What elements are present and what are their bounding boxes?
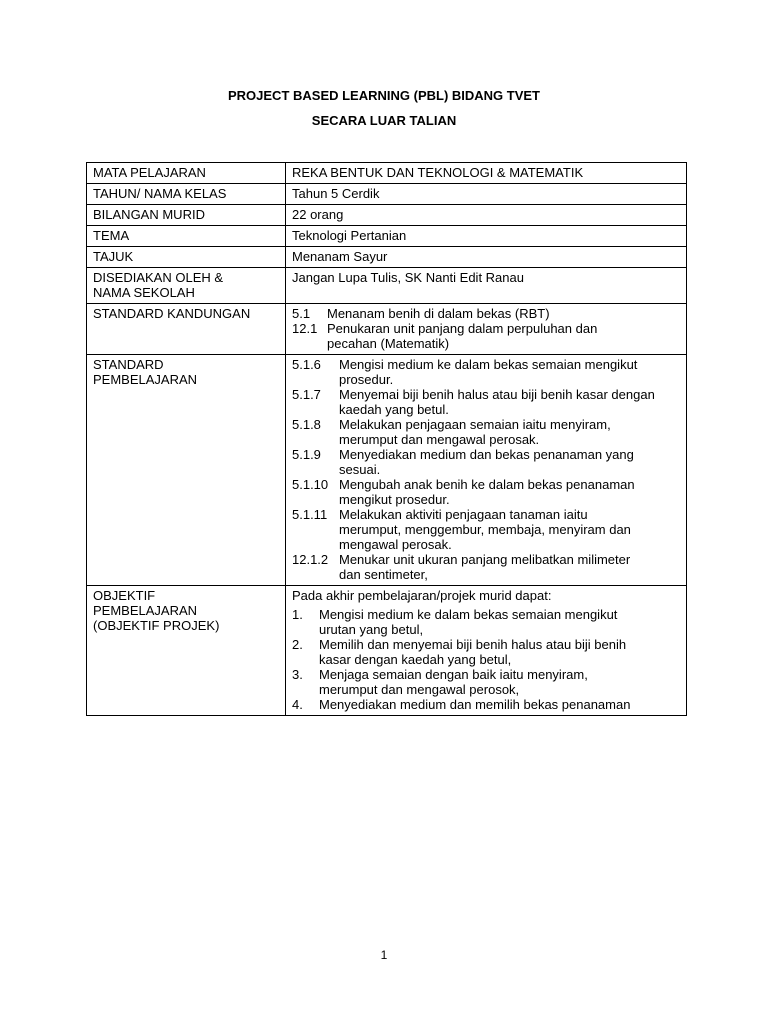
table-row [87, 586, 687, 716]
item-text: mengikut prosedur. [339, 492, 450, 507]
row-label-tema: TEMA [87, 226, 286, 247]
item-text: kasar dengan kaedah yang betul, [319, 652, 512, 667]
item-text: kaedah yang betul. [339, 402, 449, 417]
item-text: Melakukan penjagaan semaian iaitu menyiram, [339, 417, 611, 432]
item-text: Mengisi medium ke dalam bekas semaian mengikut [319, 607, 618, 622]
list-item [292, 477, 680, 507]
document-title: PROJECT BASED LEARNING (PBL) BIDANG TVET [227, 88, 540, 103]
table-row [87, 304, 687, 355]
row-label-tahun: TAHUN/ NAMA KELAS [87, 184, 286, 205]
item-number: 5.1.10 [292, 477, 329, 492]
list-item [292, 637, 680, 667]
row-label-disediakan [87, 268, 286, 304]
row-label-tajuk: TAJUK [87, 247, 286, 268]
list-item [292, 357, 680, 387]
list-item [292, 447, 680, 477]
label-line: PEMBELAJARAN [93, 372, 198, 387]
list-item [292, 306, 680, 321]
item-text: prosedur. [339, 372, 394, 387]
item-text: merumput, menggembur, membaja, menyiram dan [339, 522, 631, 537]
item-text: Menjaga semaian dengan baik iaitu menyiram, [319, 667, 588, 682]
item-text: Melakukan aktiviti penjagaan tanaman iaitu [339, 507, 588, 522]
item-text: Menyediakan medium dan memilih bekas penanaman [319, 697, 631, 712]
list-item [292, 697, 680, 712]
table-row [87, 226, 687, 247]
row-label-objektif [87, 586, 286, 716]
item-text: Memilih dan menyemai biji benih halus atau biji benih [319, 637, 627, 652]
row-value-tahun: Tahun 5 Cerdik [286, 184, 687, 205]
item-number: 12.1 [292, 321, 318, 336]
item-number: 1. [292, 607, 303, 622]
item-text: dan sentimeter, [339, 567, 428, 582]
row-value-tema: Teknologi Pertanian [286, 226, 687, 247]
item-text: Mengubah anak benih ke dalam bekas penanaman [339, 477, 635, 492]
item-number: 2. [292, 637, 303, 652]
document-subtitle: SECARA LUAR TALIAN [311, 113, 457, 128]
list-item [292, 607, 680, 637]
item-number: 5.1.7 [292, 387, 321, 402]
list-item [292, 552, 680, 582]
page-number: 1 [380, 948, 388, 962]
item-text: Menukar unit ukuran panjang melibatkan milimeter [339, 552, 631, 567]
item-number: 12.1.2 [292, 552, 329, 567]
list-item [292, 387, 680, 417]
table-row [87, 184, 687, 205]
item-number: 5.1.11 [292, 507, 328, 522]
objektif-intro: Pada akhir pembelajaran/projek murid dapat: [292, 588, 552, 603]
label-line: OBJEKTIF [93, 588, 156, 603]
table-row [87, 355, 687, 586]
lesson-info-table [86, 162, 687, 716]
row-value-standard-kandungan [286, 304, 687, 355]
list-item [292, 321, 680, 351]
row-value-mata-pelajaran: REKA BENTUK DAN TEKNOLOGI & MATEMATIK [286, 163, 687, 184]
item-number: 5.1.8 [292, 417, 321, 432]
item-text: merumput dan mengawal perosok, [319, 682, 520, 697]
item-text: Mengisi medium ke dalam bekas semaian mengikut [339, 357, 638, 372]
item-number: 5.1 [292, 306, 311, 321]
item-number: 5.1.9 [292, 447, 321, 462]
item-text: Menanam benih di dalam bekas (RBT) [327, 306, 550, 321]
row-value-standard-pembelajaran [286, 355, 687, 586]
label-line: NAMA SEKOLAH [93, 285, 195, 300]
item-number: 3. [292, 667, 303, 682]
label-line: STANDARD [93, 357, 164, 372]
row-label-bilangan: BILANGAN MURID [87, 205, 286, 226]
item-text: Penukaran unit panjang dalam perpuluhan dan [327, 321, 598, 336]
item-text: Menyediakan medium dan bekas penanaman yang [339, 447, 634, 462]
item-text: Menyemai biji benih halus atau biji benih kasar dengan [339, 387, 655, 402]
row-label-standard-kandungan: STANDARD KANDUNGAN [87, 304, 286, 355]
item-text: mengawal perosak. [339, 537, 452, 552]
row-label-standard-pembelajaran [87, 355, 286, 586]
item-text: merumput dan mengawal perosak. [339, 432, 540, 447]
item-number: 5.1.6 [292, 357, 321, 372]
table-row [87, 247, 687, 268]
list-item [292, 667, 680, 697]
row-label-mata-pelajaran: MATA PELAJARAN [87, 163, 286, 184]
row-value-disediakan: Jangan Lupa Tulis, SK Nanti Edit Ranau [286, 268, 687, 304]
item-text: pecahan (Matematik) [327, 336, 450, 351]
label-line: DISEDIAKAN OLEH & [93, 270, 224, 285]
item-text: urutan yang betul, [319, 622, 424, 637]
table-row [87, 205, 687, 226]
table-row [87, 268, 687, 304]
row-value-tajuk: Menanam Sayur [286, 247, 687, 268]
row-value-objektif [286, 586, 687, 716]
list-item [292, 417, 680, 447]
row-value-bilangan: 22 orang [286, 205, 687, 226]
item-number: 4. [292, 697, 303, 712]
label-line: PEMBELAJARAN [93, 603, 198, 618]
list-item [292, 507, 680, 552]
table-row [87, 163, 687, 184]
label-line: (OBJEKTIF PROJEK) [93, 618, 220, 633]
item-text: sesuai. [339, 462, 381, 477]
